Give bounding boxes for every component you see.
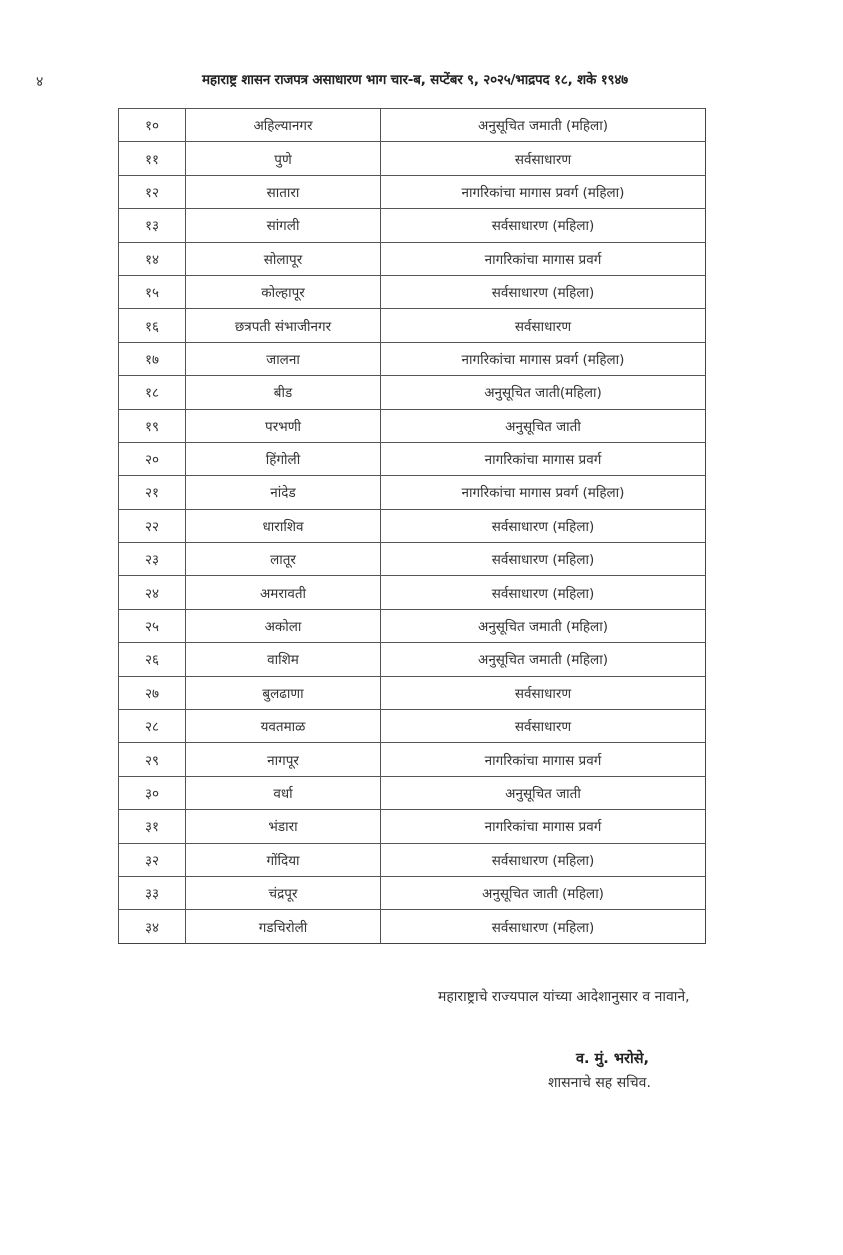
table-row	[119, 576, 706, 609]
district-cell: अकोला	[186, 609, 381, 642]
serial-number-cell: १९	[119, 409, 186, 442]
serial-number-cell: २९	[119, 743, 186, 776]
table-row	[119, 676, 706, 709]
category-cell: सर्वसाधारण (महिला)	[381, 543, 706, 576]
serial-number-cell: ३३	[119, 876, 186, 909]
district-cell: पुणे	[186, 142, 381, 175]
serial-number-cell: १०	[119, 109, 186, 142]
category-cell: सर्वसाधारण (महिला)	[381, 843, 706, 876]
table-row	[119, 409, 706, 442]
serial-number-cell: १३	[119, 209, 186, 242]
category-cell: अनुसूचित जमाती (महिला)	[381, 609, 706, 642]
serial-number-cell: १२	[119, 175, 186, 208]
table-row	[119, 442, 706, 475]
category-cell: सर्वसाधारण (महिला)	[381, 576, 706, 609]
category-cell: सर्वसाधारण	[381, 309, 706, 342]
table-row	[119, 376, 706, 409]
table-row	[119, 109, 706, 142]
district-cell: वाशिम	[186, 643, 381, 676]
reservation-table	[118, 108, 706, 944]
district-cell: बुलढाणा	[186, 676, 381, 709]
page-number: ४	[36, 74, 44, 90]
category-cell: नागरिकांचा मागास प्रवर्ग (महिला)	[381, 476, 706, 509]
table-row	[119, 543, 706, 576]
serial-number-cell: ३२	[119, 843, 186, 876]
serial-number-cell: २३	[119, 543, 186, 576]
district-cell: सोलापूर	[186, 242, 381, 275]
category-cell: सर्वसाधारण (महिला)	[381, 509, 706, 542]
serial-number-cell: २८	[119, 710, 186, 743]
table-row	[119, 609, 706, 642]
table-row	[119, 342, 706, 375]
category-cell: नागरिकांचा मागास प्रवर्ग (महिला)	[381, 342, 706, 375]
serial-number-cell: १७	[119, 342, 186, 375]
table-row	[119, 810, 706, 843]
category-cell: सर्वसाधारण (महिला)	[381, 275, 706, 308]
district-cell: भंडारा	[186, 810, 381, 843]
district-cell: लातूर	[186, 543, 381, 576]
category-cell: अनुसूचित जाती (महिला)	[381, 876, 706, 909]
category-cell: अनुसूचित जमाती (महिला)	[381, 643, 706, 676]
order-line: महाराष्ट्राचे राज्यपाल यांच्या आदेशानुसार व नावाने,	[438, 989, 690, 1005]
category-cell: अनुसूचित जमाती (महिला)	[381, 109, 706, 142]
district-cell: परभणी	[186, 409, 381, 442]
category-cell: सर्वसाधारण	[381, 710, 706, 743]
category-cell: नागरिकांचा मागास प्रवर्ग (महिला)	[381, 175, 706, 208]
category-cell: सर्वसाधारण	[381, 142, 706, 175]
serial-number-cell: २७	[119, 676, 186, 709]
serial-number-cell: १६	[119, 309, 186, 342]
table-row	[119, 476, 706, 509]
district-cell: हिंगोली	[186, 442, 381, 475]
category-cell: नागरिकांचा मागास प्रवर्ग	[381, 242, 706, 275]
district-cell: गडचिरोली	[186, 910, 381, 943]
serial-number-cell: १४	[119, 242, 186, 275]
table-row	[119, 876, 706, 909]
table-row	[119, 209, 706, 242]
district-cell: बीड	[186, 376, 381, 409]
signatory-name: व. मुं. भरोसे,	[576, 1051, 650, 1067]
serial-number-cell: २१	[119, 476, 186, 509]
category-cell: सर्वसाधारण	[381, 676, 706, 709]
category-cell: सर्वसाधारण (महिला)	[381, 209, 706, 242]
district-cell: वर्धा	[186, 776, 381, 809]
serial-number-cell: ११	[119, 142, 186, 175]
serial-number-cell: २४	[119, 576, 186, 609]
category-cell: अनुसूचित जाती(महिला)	[381, 376, 706, 409]
district-cell: छत्रपती संभाजीनगर	[186, 309, 381, 342]
running-header: महाराष्ट्र शासन राजपत्र असाधारण भाग चार-ब, सप्टेंबर ९, २०२५/भाद्रपद १८, शके १९४७	[202, 72, 628, 88]
table-row	[119, 242, 706, 275]
serial-number-cell: २५	[119, 609, 186, 642]
table-row	[119, 843, 706, 876]
district-cell: अहिल्यानगर	[186, 109, 381, 142]
table-body	[119, 109, 706, 944]
district-cell: जालना	[186, 342, 381, 375]
category-cell: सर्वसाधारण (महिला)	[381, 910, 706, 943]
table-row	[119, 710, 706, 743]
district-cell: सातारा	[186, 175, 381, 208]
district-cell: सांगली	[186, 209, 381, 242]
category-cell: अनुसूचित जाती	[381, 409, 706, 442]
category-cell: अनुसूचित जाती	[381, 776, 706, 809]
table-row	[119, 910, 706, 943]
serial-number-cell: २२	[119, 509, 186, 542]
table-row	[119, 142, 706, 175]
table-row	[119, 509, 706, 542]
serial-number-cell: २६	[119, 643, 186, 676]
table-row	[119, 643, 706, 676]
table-row	[119, 175, 706, 208]
serial-number-cell: २०	[119, 442, 186, 475]
district-cell: अमरावती	[186, 576, 381, 609]
serial-number-cell: ३४	[119, 910, 186, 943]
signatory-title: शासनाचे सह सचिव.	[548, 1075, 651, 1091]
category-cell: नागरिकांचा मागास प्रवर्ग	[381, 743, 706, 776]
table-row	[119, 743, 706, 776]
district-cell: यवतमाळ	[186, 710, 381, 743]
table-row	[119, 275, 706, 308]
serial-number-cell: १८	[119, 376, 186, 409]
serial-number-cell: ३०	[119, 776, 186, 809]
category-cell: नागरिकांचा मागास प्रवर्ग	[381, 810, 706, 843]
serial-number-cell: १५	[119, 275, 186, 308]
table-row	[119, 776, 706, 809]
table-row	[119, 309, 706, 342]
district-cell: नागपूर	[186, 743, 381, 776]
district-cell: चंद्रपूर	[186, 876, 381, 909]
district-cell: धाराशिव	[186, 509, 381, 542]
district-cell: नांदेड	[186, 476, 381, 509]
category-cell: नागरिकांचा मागास प्रवर्ग	[381, 442, 706, 475]
district-cell: कोल्हापूर	[186, 275, 381, 308]
district-cell: गोंदिया	[186, 843, 381, 876]
serial-number-cell: ३१	[119, 810, 186, 843]
